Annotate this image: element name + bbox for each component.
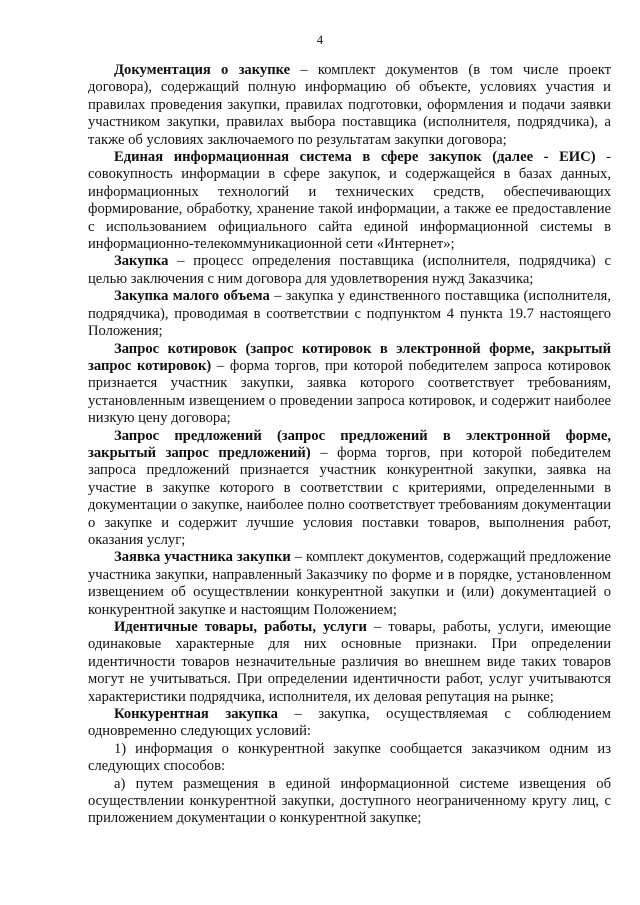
term: Запрос предложений (запрос предложений в электронной форме, закрытый запрос предложений) bbox=[88, 427, 611, 461]
page-number: 4 bbox=[316, 33, 324, 47]
document-body bbox=[88, 62, 611, 828]
term: Документация о закупке bbox=[114, 62, 291, 78]
term: Закупка bbox=[114, 253, 169, 270]
term: Запрос котировок (запрос котировок в электронной форме, закрытый запрос котировок) bbox=[88, 340, 611, 374]
term: Конкурентная закупка bbox=[114, 706, 278, 723]
definition-proposal-request bbox=[88, 428, 611, 550]
definition-competitive-purchase bbox=[88, 706, 611, 741]
term: Идентичные товары, работы, услуги bbox=[114, 619, 367, 635]
definition-text: – комплект документов (в том числе проект договора), содержащий полную информацию об объекте, условиях участия и правилах проведения закупки, правилах подготовки, оформления и подачи заявки участником закупки, правилах выбора поставщика (исполнителя, подрядчика), а также об условиях заключаемого по результатам закупки договора; bbox=[88, 62, 611, 148]
term: Закупка малого объема bbox=[114, 288, 270, 305]
definition-text: – процесс определения поставщика (исполнителя, подрядчика) с целью заключения с ним договора для удовлетворения нужд Заказчика; bbox=[88, 253, 611, 287]
definition-quotation-request bbox=[88, 341, 611, 428]
list-item: а) путем размещения в единой информационной системе извещения об осуществлении конкурентной закупки, доступного неограниченному кругу лиц, с приложением документации о конкурентной закупке; bbox=[88, 775, 611, 827]
definition-text: – форма торгов, при которой победителем запроса котировок признается участник закупки, заявка которого соответствует требованиям, установленным извещением о проведении запроса котировок, и содержит наиболее низкую цену договора; bbox=[88, 357, 611, 427]
term: Заявка участника закупки bbox=[114, 549, 291, 566]
definition-text: – товары, работы, услуги, имеющие одинаковые характерные для них основные признаки. При определении идентичности товаров незначительные различия во внешнем виде таких товаров могут не учитываться. При определении идентичности работ, услуг учитываются характеристики подрядчика, исполнителя, их деловая репутация на рынке; bbox=[88, 619, 611, 705]
definition-small-purchase bbox=[88, 288, 611, 340]
definition-application bbox=[88, 549, 611, 619]
definition-documentation bbox=[88, 62, 611, 149]
list-item: 1) информация о конкурентной закупке сообщается заказчиком одним из следующих способов: bbox=[88, 740, 611, 775]
definition-identical-goods bbox=[88, 619, 611, 706]
definition-text: – комплект документов, содержащий предложение участника закупки, направленный Заказчику по форме и в порядке, установленном извещением об осуществлении конкурентной закупки и (или) документацией о конкурентной закупке и настоящим Положением; bbox=[88, 549, 611, 618]
definition-text: - совокупность информации в сфере закупок, и содержащейся в базах данных, информационных технологий и технических средств, обеспечивающих формирование, обработку, хранение такой информации, а также ее предоставление с использованием официального сайта единой информационной системы в информационно-телекоммуникационной сети «Интернет»; bbox=[88, 149, 612, 253]
definition-text: – закупка у единственного поставщика (исполнителя, подрядчика), проводимая в соответствии с подпунктом 4 пункта 19.7 настоящего Положения; bbox=[88, 288, 611, 340]
definition-text: – закупка, осуществляемая с соблюдением одновременно следующих условий: bbox=[88, 706, 611, 740]
definition-text: – форма торгов, при которой победителем запроса предложений признается участник конкурентной закупки, заявка на участие в закупке которого в соответствии с критериями, определенными в документации о закупке, наиболее полно соответствует требованиям документации о закупке и содержит лучшие условия поставки товаров, выполнения работ, оказания услуг; bbox=[88, 444, 611, 548]
definition-eis bbox=[88, 149, 611, 253]
term: Единая информационная система в сфере закупок (далее - ЕИС) bbox=[114, 149, 596, 166]
definition-purchase bbox=[88, 253, 611, 288]
